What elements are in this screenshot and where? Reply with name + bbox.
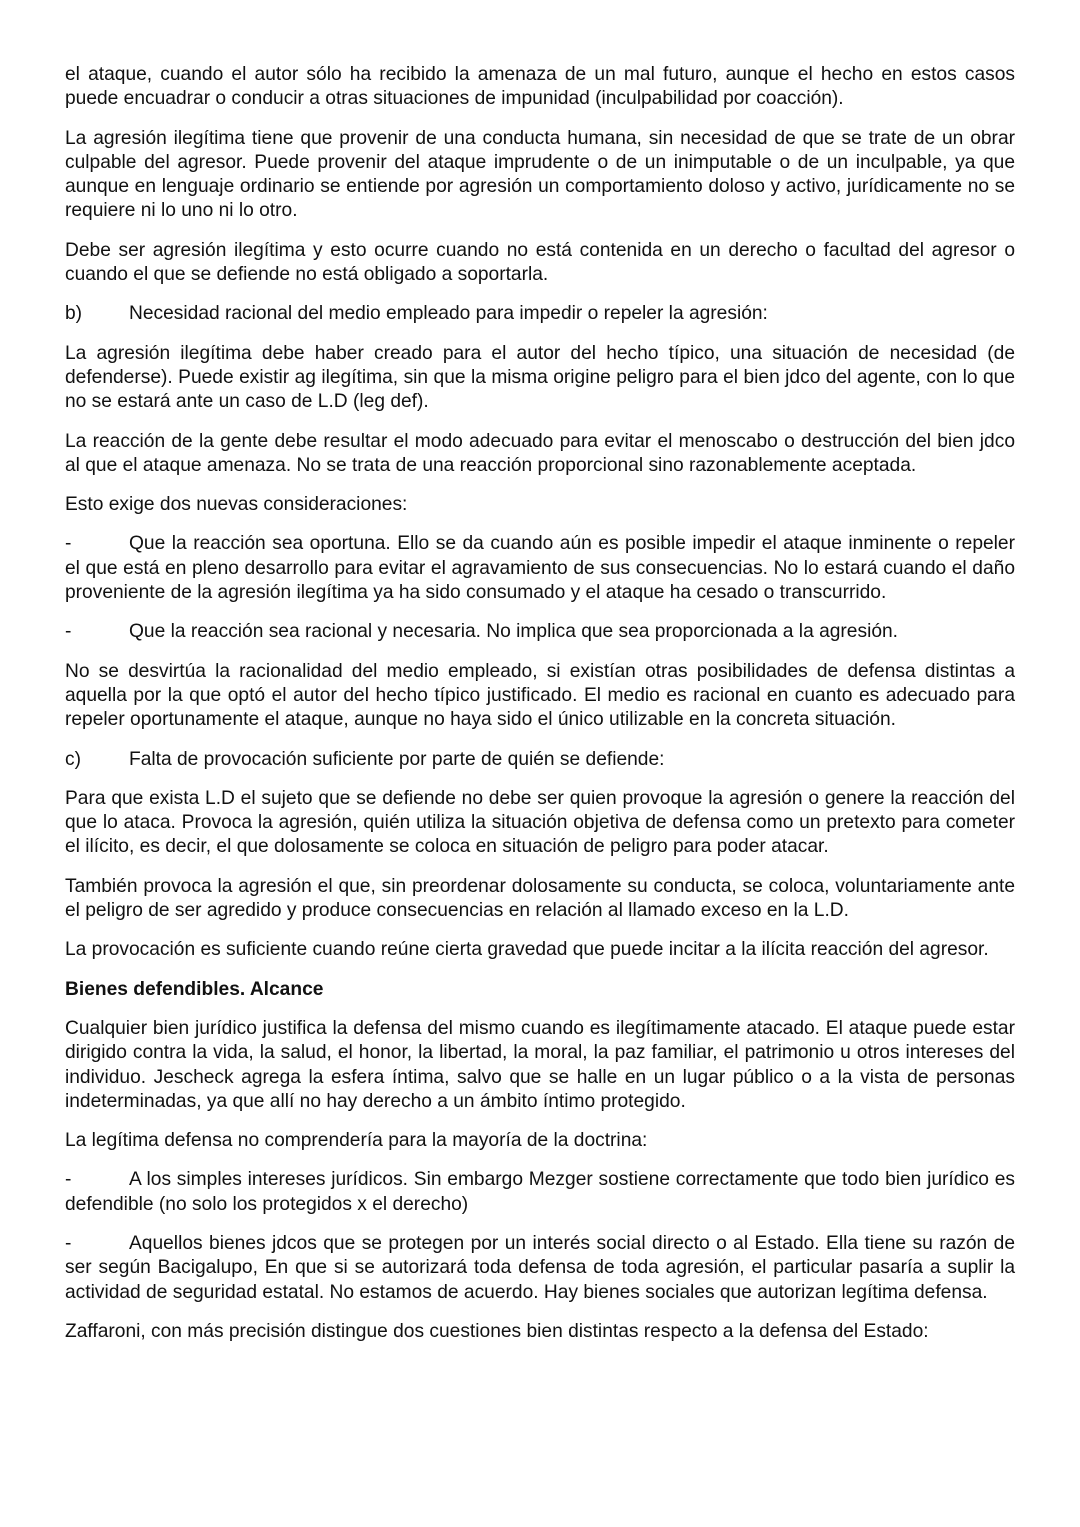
list-text: Falta de provocación suficiente por parte de quién se defiende:: [129, 748, 665, 770]
bullet-text: A los simples intereses jurídicos. Sin embargo Mezger sostiene correctamente que todo bien jurídico es defendible (no solo los protegidos x el derecho): [65, 1169, 1015, 1215]
list-item-b: [65, 302, 1015, 326]
bullet-item: [65, 532, 1015, 605]
paragraph: Esto exige dos nuevas consideraciones:: [65, 494, 408, 516]
dash-marker: -: [65, 621, 72, 643]
bullet-text: Que la reacción sea oportuna. Ello se da cuando aún es posible impedir el ataque inminente o repeler el que está en pleno desarrollo para evitar el agravamiento de sus consecuencias. No lo estará cuando el daño proveniente de la agresión ilegítima ya ha sido consumado y el ataque ha cesado o transcurrido.: [65, 533, 1015, 604]
paragraph: La provocación es suficiente cuando reúne cierta gravedad que puede incitar a la ilícita reacción del agresor.: [65, 939, 989, 961]
paragraph: Zaffaroni, con más precisión distingue dos cuestiones bien distintas respecto a la defensa del Estado:: [65, 1320, 929, 1342]
dash-marker: -: [65, 1232, 72, 1254]
dash-marker: -: [65, 1169, 72, 1191]
paragraph: La reacción de la gente debe resultar el modo adecuado para evitar el menoscabo o destrucción del bien jdco al que el ataque amenaza. No se trata de una reacción proporcional sino razonablemente aceptada.: [65, 430, 1015, 476]
section-heading: Bienes defendibles. Alcance: [65, 978, 324, 1000]
paragraph: La agresión ilegítima tiene que provenir de una conducta humana, sin necesidad de que se trate de un obrar culpable del agresor. Puede provenir del ataque imprudente o de un inimputable o de un inculpable, ya que aunque en lenguaje ordinario se entiende por agresión un comportamiento doloso y activo, jurídicamente no se requiere ni lo uno ni lo otro.: [65, 127, 1015, 222]
paragraph: La agresión ilegítima debe haber creado para el autor del hecho típico, una situación de necesidad (de defenderse). Puede existir ag ilegítima, sin que la misma origine peligro para el bien jdco del agente, con lo que no se estará ante un caso de L.D (leg def).: [65, 342, 1015, 413]
bullet-text: Que la reacción sea racional y necesaria. No implica que sea proporcionada a la agresión.: [129, 621, 899, 643]
list-label: b): [65, 303, 83, 325]
bullet-text: Aquellos bienes jdcos que se protegen por un interés social directo o al Estado. Ella tiene su razón de ser según Bacigalupo, En que si se autorizará toda defensa de toda agresión, el particular pasaría a suplir la actividad de seguridad estatal. No estamos de acuerdo. Hay bienes sociales que autorizan legítima defensa.: [65, 1232, 1015, 1303]
bullet-item: [65, 620, 1015, 644]
paragraph: La legítima defensa no comprendería para la mayoría de la doctrina:: [65, 1130, 648, 1152]
paragraph: Para que exista L.D el sujeto que se defiende no debe ser quien provoque la agresión o genere la reacción del que lo ataca. Provoca la agresión, quién utiliza la situación objetiva de defensa como un pretexto para cometer el ilícito, es decir, el que dolosamente se coloca en situación de peligro para poder atacar.: [65, 787, 1015, 858]
list-text: Necesidad racional del medio empleado para impedir o repeler la agresión:: [129, 303, 768, 325]
list-item-c: [65, 748, 1015, 772]
document-page: [65, 63, 1015, 1359]
paragraph: No se desvirtúa la racionalidad del medio empleado, si existían otras posibilidades de defensa distintas a aquella por la que optó el autor del hecho típico justificado. El medio es racional en cuanto es adecuado para repeler oportunamente el ataque, aunque no haya sido el único utilizable en la concreta situación.: [65, 660, 1015, 731]
paragraph: También provoca la agresión el que, sin preordenar dolosamente su conducta, se coloca, voluntariamente ante el peligro de ser agredido y produce consecuencias en relación al llamado exceso en la L.D.: [65, 875, 1015, 922]
bullet-item: [65, 1232, 1015, 1305]
paragraph: Cualquier bien jurídico justifica la defensa del mismo cuando es ilegítimamente atacado. El ataque puede estar dirigido contra la vida, la salud, el honor, la libertad, la moral, la paz familiar, el patrimonio u otros intereses del individuo. Jescheck agrega la esfera íntima, salvo que se halle en un lugar público o a la vista de personas indeterminadas, ya que allí no hay derecho a un ámbito íntimo protegido.: [65, 1017, 1015, 1112]
paragraph: Debe ser agresión ilegítima y esto ocurre cuando no está contenida en un derecho o facultad del agresor o cuando el que se defiende no está obligado a soportarla.: [65, 239, 1015, 286]
list-label: c): [65, 748, 81, 770]
dash-marker: -: [65, 533, 72, 555]
bullet-item: [65, 1168, 1015, 1217]
paragraph: el ataque, cuando el autor sólo ha recibido la amenaza de un mal futuro, aunque el hecho en estos casos puede encuadrar o conducir a otras situaciones de impunidad (inculpabilidad por coacción).: [65, 64, 1015, 110]
